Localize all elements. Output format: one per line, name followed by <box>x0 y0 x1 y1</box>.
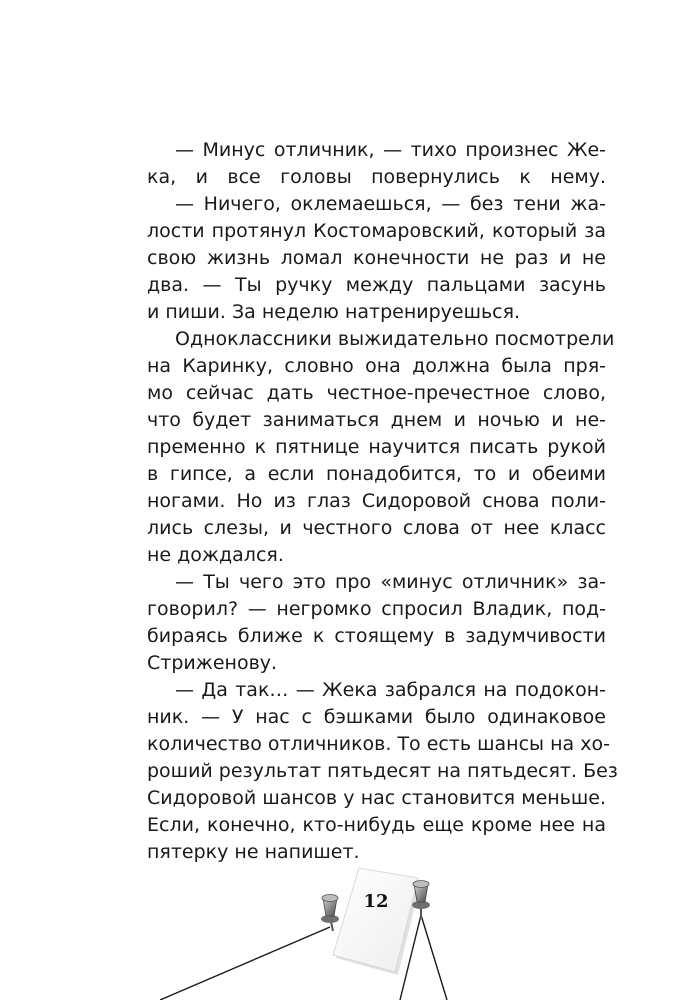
text-line: говорил? — негромко спросил Владик, под- <box>147 598 606 620</box>
text-line: и пиши. За неделю натренируешься. <box>147 301 521 323</box>
text-line: — Да так… — Жека забрался на подокон- <box>175 679 606 701</box>
text-line: — Минус отличник, — тихо произнес Же- <box>175 139 606 161</box>
text-line: бираясь ближе к стоящему в задумчивости <box>147 625 606 647</box>
text-line: не дождался. <box>147 544 284 566</box>
text-line: свою жизнь ломал конечности не раз и не <box>147 247 606 269</box>
text-line: роший результат пятьдесят на пятьдесят. Без <box>147 760 618 782</box>
text-line: в гипсе, а если понадобится, то и обеими <box>147 463 606 485</box>
text-line: мо сейчас дать честное-пречестное слово, <box>147 382 606 404</box>
sticky-note <box>333 868 421 975</box>
text-line: пременно к пятнице научится писать рукой <box>147 436 606 458</box>
left-push-pin-icon <box>321 895 339 932</box>
text-line: — Ничего, оклемаешься, — без тени жа- <box>175 193 606 215</box>
text-line: два. — Ты ручку между пальцами засунь <box>147 274 606 296</box>
text-line: на Каринку, словно она должна была пря- <box>147 355 606 377</box>
text-line: пятерку не напишет. <box>147 841 360 863</box>
text-line: Если, конечно, кто-нибудь еще кроме нее на <box>147 814 606 836</box>
text-line: — Ты чего это про «минус отличник» за- <box>175 571 606 593</box>
page-number-decoration <box>0 860 681 1000</box>
text-line: лись слезы, и честного слова от нее класс <box>147 517 606 539</box>
page-number: 12 <box>363 891 389 912</box>
text-line: Одноклассники выжидательно посмотрели <box>175 328 615 350</box>
text-line: Стриженову. <box>147 652 278 674</box>
text-line: ник. — У нас с бэшками было одинаковое <box>147 706 606 728</box>
text-line: что будет заниматься днем и ночью и не- <box>147 409 606 431</box>
text-line: ка, и все головы повернулись к нему. <box>147 166 606 188</box>
text-line: количество отличников. То есть шансы на хо- <box>147 733 610 755</box>
text-line: Сидоровой шансов у нас становится меньше. <box>147 787 606 809</box>
text-line: ногами. Но из глаз Сидоровой снова поли- <box>147 490 606 512</box>
text-line: лости протянул Костомаровский, который за <box>147 220 606 242</box>
